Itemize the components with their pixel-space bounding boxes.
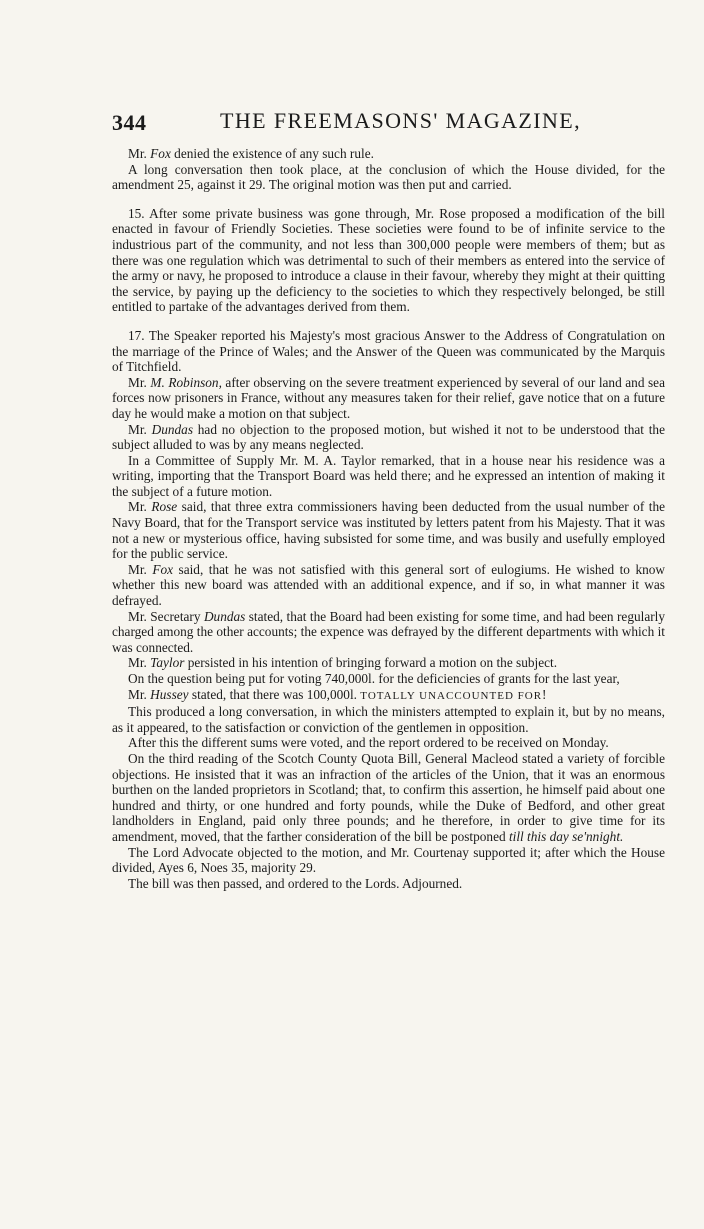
- paragraph: [112, 751, 665, 845]
- paragraph: [112, 206, 665, 315]
- text-run: Mr.: [128, 655, 151, 671]
- text-run: The Lord Advocate objected to the motion, and Mr. Courtenay supported it; after which the House divided, Ayes 6, Noes 35, majority 29.: [112, 844, 665, 876]
- smallcaps-text: TOTALLY UNACCOUNTED FOR: [360, 689, 543, 702]
- page-header: [112, 108, 672, 140]
- text-run: Mr.: [128, 146, 151, 161]
- italic-text: Dundas: [151, 421, 193, 437]
- paragraph: [112, 328, 665, 375]
- paragraph: [112, 671, 665, 687]
- italic-text: M. Robinson,: [150, 374, 222, 390]
- text-run: A long conversation then took place, at the conclusion of which the House divided, for the amendment 25, against it 29. The original motion was then put and carried.: [112, 161, 665, 193]
- text-run: Mr. Secretary: [128, 608, 204, 624]
- italic-text: Rose: [151, 499, 178, 515]
- text-run: After this the different sums were voted, and the report ordered to be received on Monday.: [128, 735, 609, 751]
- text-run: On the question being put for voting 740,000l. for the deficiencies of grants for the last year,: [128, 671, 620, 686]
- italic-text: Dundas: [203, 608, 246, 624]
- paragraph: [112, 162, 665, 193]
- page-number: 344: [112, 110, 147, 135]
- text-run: said, that he was not satisfied with this general sort of eulogiums. He wished to know whether this new board was attended with an additional expence, and if so, in what manner it was defrayed.: [112, 561, 665, 609]
- text-run: In a Committee of Supply Mr. M. A. Taylor remarked, that in a house near his residence was a writing, importing that the Transport Board was held there; and he expressed an intention of making it the subject of a future motion.: [112, 452, 665, 499]
- article-body: [112, 146, 665, 891]
- paragraph: [112, 422, 665, 453]
- text-run: The bill was then passed, and ordered to the Lords. Adjourned.: [128, 875, 463, 891]
- paragraph: [112, 562, 665, 609]
- text-run: On the third reading of the Scotch County Quota Bill, General Macleod stated a variety of forcible objections. He insisted that it was an infraction of the articles of the Union, that it was an enormous burthen on the landed proprietors in Scotland; that, to confirm this assertion, he himself paid about one hundred and thirty, or one hundred and forty pounds, while the Duke of Bedford, and other great landholders in England, paid only three pounds; and he therefore, in order to give time for its amendment, moved, that the farther consideration of the bill be postponed: [112, 750, 665, 844]
- paragraph: [112, 876, 665, 892]
- paragraph: [112, 375, 665, 422]
- text-run: denied the existence of any such rule.: [170, 146, 374, 161]
- paragraph: [112, 499, 665, 561]
- italic-text: Hussey: [150, 686, 189, 702]
- paragraph: [112, 687, 665, 705]
- text-run: after observing on the severe treatment experienced by several of our land and sea forces now prisoners in France, without any measures taken for their relief, gave notice that on a future day he would make a motion on that subject.: [112, 374, 665, 421]
- text-run: Mr.: [128, 686, 151, 702]
- paragraph: [112, 146, 665, 162]
- italic-text: Fox: [150, 146, 171, 161]
- paragraph: [112, 453, 665, 500]
- running-title: THE FREEMASONS' MAGAZINE,: [220, 108, 582, 133]
- text-run: said, that three extra commissioners having been deducted from the usual number of the Navy Board, that for the Transport service was instituted by letters patent from his Majesty. That it was not a new or mysterious office, having subsisted for some time, and was busily and usefully employed for the public service.: [112, 499, 665, 562]
- text-run: Mr.: [128, 561, 153, 577]
- paragraph: [112, 735, 665, 751]
- paragraph: [112, 704, 665, 735]
- italic-text: Fox: [152, 561, 174, 577]
- paragraph: [112, 655, 665, 671]
- text-run: This produced a long conversation, in which the ministers attempted to explain it, but by no means, as it appeared, to the satisfaction or conviction of the gentlemen in opposition.: [112, 704, 665, 735]
- text-run: stated, that there was 100,000l.: [188, 686, 361, 702]
- text-run: !: [542, 686, 547, 702]
- text-run: Mr.: [128, 421, 152, 437]
- text-run: Mr.: [128, 374, 151, 390]
- paragraph: [112, 845, 665, 876]
- text-run: 15. After some private business was gone through, Mr. Rose proposed a modification of the bill enacted in favour of Friendly Societies. These societies were found to be of infinite service to the industrious part of the community, and not less than 300,000 people were members of them; but as there was one regulation which was detrimental to such of their members as entered into the service of the army or navy, he proposed to introduce a clause in their favour, whereby they might at their quitting the service, by paying up the deficiency to the societies to which they respectively belonged, be still entitled to partake of the advantages derived from them.: [112, 205, 665, 315]
- text-run: Mr.: [128, 499, 152, 515]
- text-run: 17. The Speaker reported his Majesty's most gracious Answer to the Address of Congratulation on the marriage of the Prince of Wales; and the Answer of the Queen was communicated by the Marquis of Titchfield.: [112, 327, 665, 375]
- paragraph: [112, 609, 665, 656]
- italic-text: till this day se'nnight.: [508, 828, 624, 844]
- text-run: had no objection to the proposed motion, but wished it not to be understood that the subject alluded to was by any means neglected.: [112, 421, 665, 453]
- italic-text: Taylor: [150, 655, 185, 671]
- text-run: persisted in his intention of bringing forward a motion on the subject.: [184, 655, 558, 671]
- text-run: stated, that the Board had been existing for some time, and had been regularly charged among the other accounts; the expence was defrayed by the different departments with which it was connected.: [112, 608, 665, 655]
